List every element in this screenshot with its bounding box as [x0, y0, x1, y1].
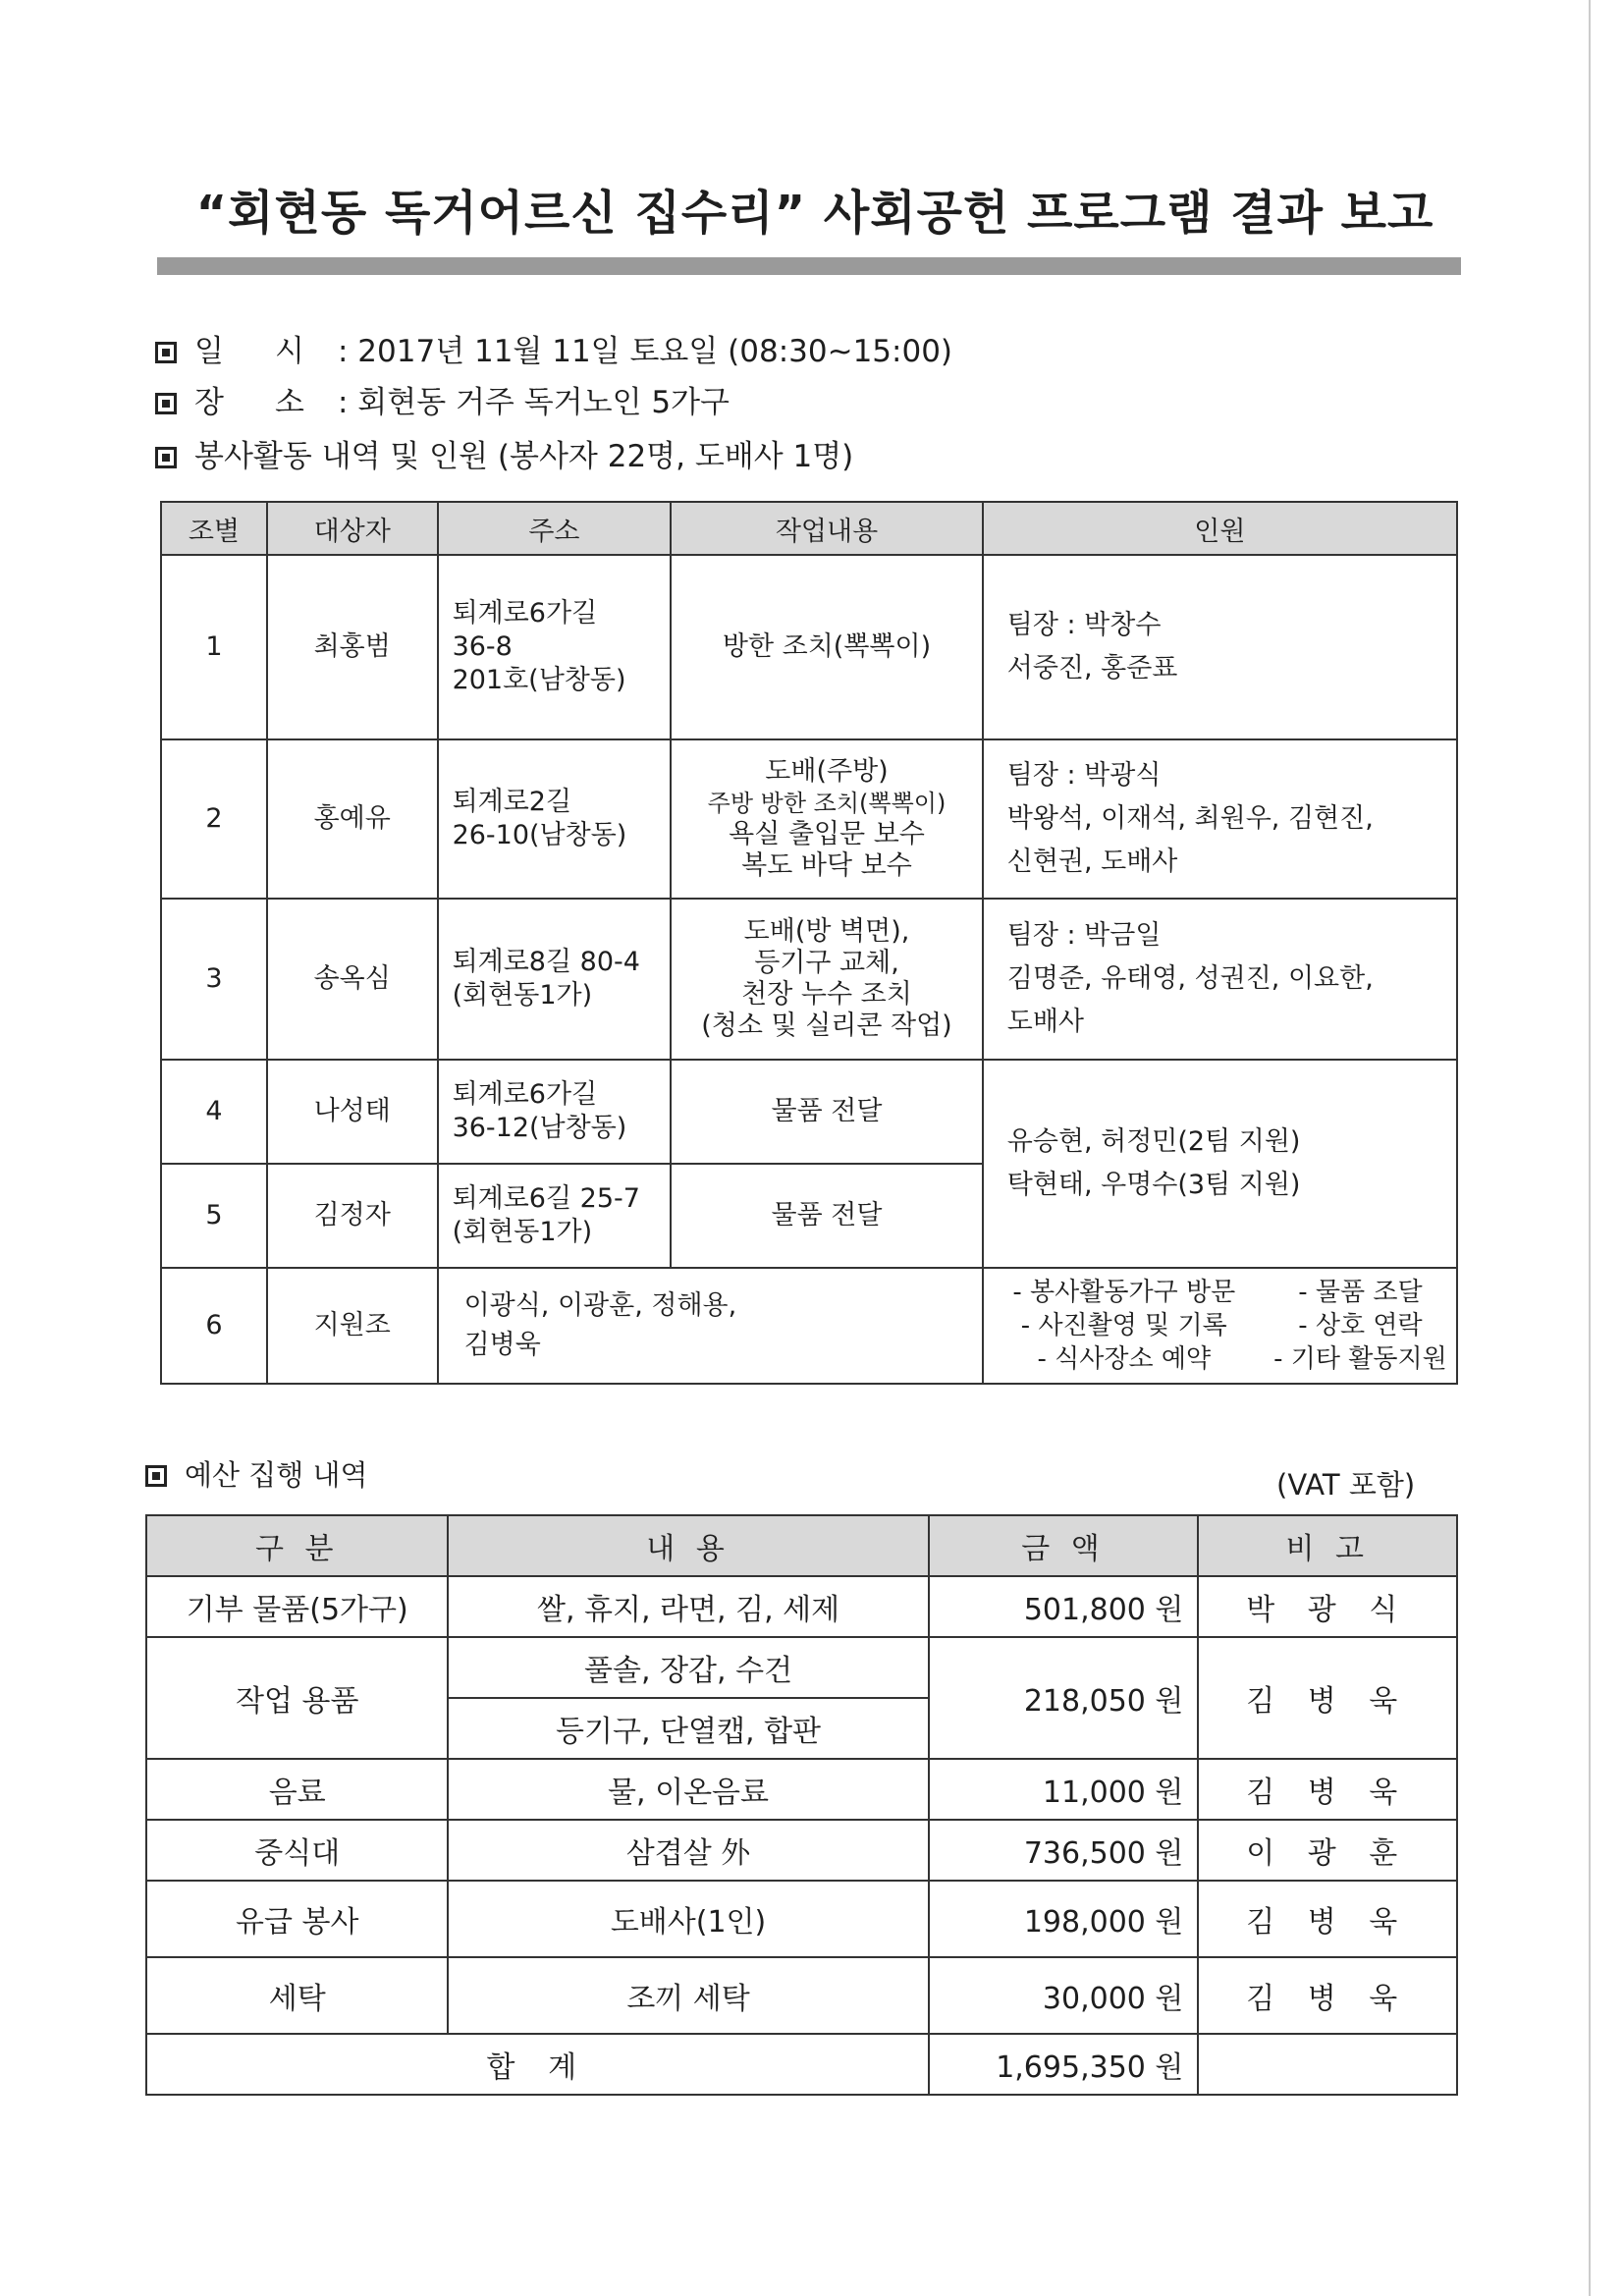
content-cell: 등기구, 단열캡, 합판 [448, 1698, 928, 1759]
address-line: (회현동1가) [452, 1217, 593, 1247]
place-label-2: 소 [275, 385, 304, 420]
header-target: 대상자 [267, 502, 438, 555]
work-cell [671, 555, 982, 739]
work-line: 천장 누수 조치 [741, 979, 912, 1010]
address-line: 퇴계로6가길 [452, 598, 598, 629]
note-cell: 김 병 욱 [1198, 1637, 1457, 1759]
title-divider [157, 257, 1461, 275]
group-cell: 1 [161, 555, 267, 739]
activity-table [160, 501, 1458, 1385]
amount-cell: 736,500 원 [929, 1820, 1199, 1881]
people-line: 김명준, 유태영, 성권진, 이요한, [1006, 963, 1374, 994]
amount-cell: 30,000 원 [929, 1957, 1199, 2034]
group-cell: 4 [161, 1060, 267, 1164]
people-line: 박왕석, 이재석, 최원우, 김현진, [1006, 803, 1374, 834]
budget-header-row [146, 1515, 1457, 1576]
header-note: 비 고 [1198, 1515, 1457, 1576]
budget-row [146, 1576, 1457, 1637]
target-cell: 지원조 [267, 1268, 438, 1384]
work-cell [671, 739, 982, 899]
content-cell: 도배사(1인) [448, 1881, 928, 1957]
people-line: 유승현, 허정민(2팀 지원) [1006, 1126, 1301, 1157]
work-line: 복도 바닥 보수 [741, 850, 912, 881]
amount-cell: 218,050 원 [929, 1637, 1199, 1759]
table-header-row [161, 502, 1457, 555]
content-cell: 풀솔, 장갑, 수건 [448, 1637, 928, 1698]
group-cell: 2 [161, 739, 267, 899]
info-date [155, 332, 952, 371]
task-item: - 사진촬영 및 기록 [1020, 1311, 1227, 1340]
support-tasks-cell [983, 1268, 1457, 1384]
address-line: 36-12(남창동) [452, 1113, 627, 1143]
note-cell: 김 병 욱 [1198, 1881, 1457, 1957]
people-cell [983, 899, 1457, 1060]
content-cell: 조끼 세탁 [448, 1957, 928, 2034]
activity-heading: 봉사활동 내역 및 인원 (봉사자 22명, 도배사 1명) [194, 439, 854, 474]
table-row [161, 555, 1457, 739]
amount-cell: 11,000 원 [929, 1759, 1199, 1820]
checkbox-square-icon [155, 393, 177, 414]
address-line: 201호(남창동) [452, 665, 626, 695]
people-line: 도배사 [1006, 1007, 1084, 1037]
amount-cell: 501,800 원 [929, 1576, 1199, 1637]
people-cell [983, 739, 1457, 899]
work-line: 도배(주방) [765, 756, 889, 787]
support-member-line: 김병욱 [463, 1330, 541, 1360]
address-cell [438, 1060, 672, 1164]
note-cell: 박 광 식 [1198, 1576, 1457, 1637]
work-line: 주방 방한 조치(뽁뽁이) [707, 790, 947, 817]
header-category: 구 분 [146, 1515, 448, 1576]
work-line: 물품 전달 [771, 1200, 883, 1230]
budget-row [146, 1637, 1457, 1698]
content-cell: 물, 이온음료 [448, 1759, 928, 1820]
address-cell [438, 1164, 672, 1268]
budget-row [146, 1881, 1457, 1957]
target-cell: 송옥심 [267, 899, 438, 1060]
work-line: 물품 전달 [771, 1096, 883, 1126]
table-row [161, 899, 1457, 1060]
category-cell: 중식대 [146, 1820, 448, 1881]
people-line: 탁현태, 우명수(3팀 지원) [1006, 1170, 1301, 1200]
page-title: “회현동 독거어르신 집수리” 사회공헌 프로그램 결과 보고 [195, 186, 1434, 241]
support-task-list [984, 1276, 1456, 1376]
budget-row [146, 1759, 1457, 1820]
budget-row [146, 1820, 1457, 1881]
header-address: 주소 [438, 502, 672, 555]
address-line: 퇴계로6가길 [452, 1079, 598, 1110]
place-value: : 회현동 거주 독거노인 5가구 [338, 385, 730, 420]
header-amount: 금 액 [929, 1515, 1199, 1576]
group-cell: 6 [161, 1268, 267, 1384]
people-line: 신현권, 도배사 [1006, 847, 1178, 877]
scan-edge-line [1589, 0, 1591, 2296]
task-item: - 봉사활동가구 방문 [1012, 1278, 1236, 1307]
address-line: (회현동1가) [452, 980, 593, 1011]
work-line: 방한 조치(뽁뽁이) [722, 631, 932, 662]
support-members-cell [438, 1268, 983, 1384]
content-cell: 쌀, 휴지, 라면, 김, 세제 [448, 1576, 928, 1637]
table-row-support [161, 1268, 1457, 1384]
checkbox-square-icon [145, 1465, 167, 1487]
category-cell: 음료 [146, 1759, 448, 1820]
work-cell [671, 1060, 982, 1164]
task-item: - 기타 활동지원 [1273, 1344, 1447, 1374]
place-label-1: 장 [194, 385, 224, 420]
work-line: (청소 및 실리콘 작업) [701, 1011, 952, 1041]
budget-title: 예산 집행 내역 [185, 1458, 368, 1492]
people-line: 서중진, 홍준표 [1006, 653, 1178, 683]
address-line: 36-8 [452, 631, 513, 662]
group-cell: 5 [161, 1164, 267, 1268]
task-item: - 상호 연락 [1298, 1311, 1423, 1340]
category-cell: 유급 봉사 [146, 1881, 448, 1957]
work-line: 욕실 출입문 보수 [729, 819, 925, 849]
budget-heading [145, 1453, 368, 1494]
date-label-1: 일 [194, 334, 224, 369]
address-line: 퇴계로6길 25-7 [452, 1183, 640, 1214]
table-row [161, 1060, 1457, 1164]
category-cell: 세탁 [146, 1957, 448, 2034]
work-cell [671, 899, 982, 1060]
address-line: 퇴계로2길 [452, 787, 572, 817]
address-cell [438, 555, 672, 739]
content-cell: 삼겹살 外 [448, 1820, 928, 1881]
note-cell: 이 광 훈 [1198, 1820, 1457, 1881]
header-content: 내 용 [448, 1515, 928, 1576]
table-row [161, 739, 1457, 899]
task-item: - 식사장소 예약 [1037, 1344, 1212, 1374]
budget-total-row [146, 2034, 1457, 2095]
target-cell: 홍예유 [267, 739, 438, 899]
people-line: 팀장 : 박광식 [1006, 760, 1162, 791]
checkbox-square-icon [155, 342, 177, 363]
target-cell: 최홍범 [267, 555, 438, 739]
category-cell: 기부 물품(5가구) [146, 1576, 448, 1637]
vat-note: (VAT 포함) [1276, 1468, 1416, 1502]
people-line: 팀장 : 박금일 [1006, 920, 1162, 951]
header-work: 작업내용 [671, 502, 982, 555]
target-cell: 김정자 [267, 1164, 438, 1268]
header-group: 조별 [161, 502, 267, 555]
address-line: 퇴계로8길 80-4 [452, 947, 640, 977]
amount-cell: 198,000 원 [929, 1881, 1199, 1957]
target-cell: 나성태 [267, 1060, 438, 1164]
support-member-line: 이광식, 이광훈, 정해용, [463, 1290, 737, 1321]
total-amount: 1,695,350 원 [929, 2034, 1199, 2095]
work-line: 등기구 교체, [754, 948, 899, 978]
total-label: 합 계 [146, 2034, 929, 2095]
task-item: - 물품 조달 [1298, 1278, 1423, 1307]
total-note-empty [1198, 2034, 1457, 2095]
header-people: 인원 [983, 502, 1457, 555]
people-cell-shared [983, 1060, 1457, 1268]
group-cell: 3 [161, 899, 267, 1060]
note-cell: 김 병 욱 [1198, 1759, 1457, 1820]
category-cell: 작업 용품 [146, 1637, 448, 1759]
checkbox-square-icon [155, 447, 177, 468]
address-cell [438, 899, 672, 1060]
people-cell [983, 555, 1457, 739]
work-cell [671, 1164, 982, 1268]
budget-table [145, 1514, 1458, 2096]
work-line: 도배(방 벽면), [743, 916, 910, 947]
address-line: 26-10(남창동) [452, 820, 627, 850]
info-activity-heading [155, 437, 853, 476]
note-cell: 김 병 욱 [1198, 1957, 1457, 2034]
info-place [155, 383, 730, 422]
people-line: 팀장 : 박창수 [1006, 610, 1162, 640]
budget-row [146, 1957, 1457, 2034]
date-label-2: 시 [275, 334, 304, 369]
date-value: : 2017년 11월 11일 토요일 (08:30~15:00) [338, 334, 953, 369]
address-cell [438, 739, 672, 899]
